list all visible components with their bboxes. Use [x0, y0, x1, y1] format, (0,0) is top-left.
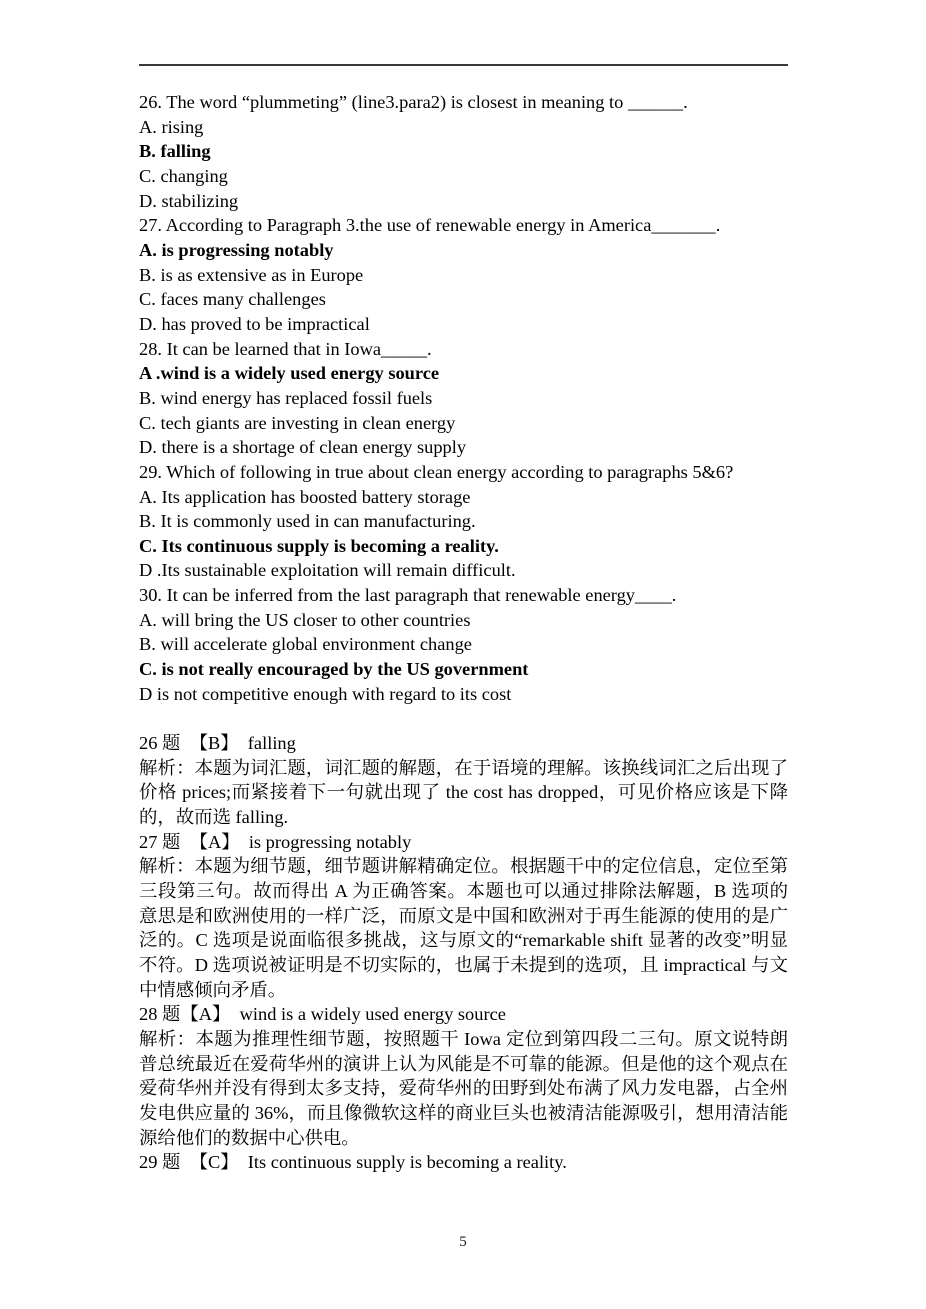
explanation-line: 三段第三句。故而得出 A 为正确答案。本题也可以通过排除法解题，B 选项的: [139, 880, 788, 901]
option-line: D. stabilizing: [139, 190, 239, 211]
answer-key-line: 29 题 【C】 Its continuous supply is becoming a reality.: [139, 1152, 567, 1173]
answer-key-line: 28 题【A】 wind is a widely used energy source: [139, 1004, 506, 1025]
question-stem: 30. It can be inferred from the last paragraph that renewable energy____.: [139, 585, 677, 606]
explanation-line: 发电供应量的 36%，而且像微软这样的商业巨头也被清洁能源吸引，想用清洁能: [139, 1102, 788, 1123]
explanation-line: 解析：本题为推理性细节题，按照题干 Iowa 定位到第四段二三句。原文说特朗: [139, 1028, 788, 1049]
explanation-line: 源给他们的数据中心供电。: [139, 1127, 360, 1148]
answer-key-line: 27 题 【A】 is progressing notably: [139, 831, 412, 852]
explanation-line: 解析：本题为细节题，细节题讲解精确定位。根据题干中的定位信息，定位至第: [139, 856, 788, 877]
question-stem: 29. Which of following in true about clean energy according to paragraphs 5&6?: [139, 461, 734, 482]
answers-section: [139, 731, 788, 1175]
questions-section: [139, 90, 788, 706]
option-line: A. will bring the US closer to other countries: [139, 609, 471, 630]
option-line: B. falling: [139, 141, 211, 162]
explanation-line: 爱荷华州并没有得到太多支持，爱荷华州的田野到处布满了风力发电器，占全州: [139, 1078, 788, 1099]
option-line: B. will accelerate global environment change: [139, 634, 472, 655]
option-line: C. is not really encouraged by the US government: [139, 659, 529, 680]
section-gap: [139, 706, 788, 731]
explanation-line: 泛的。C 选项是说面临很多挑战，这与原文的“remarkable shift 显著的改变”明显: [139, 930, 788, 951]
option-line: D. there is a shortage of clean energy supply: [139, 437, 467, 458]
page-number: 5: [459, 1234, 467, 1250]
explanation-line: 普总统最近在爱荷华州的演讲上认为风能是不可靠的能源。但是他的这个观点在: [139, 1053, 788, 1074]
option-line: D is not competitive enough with regard to its cost: [139, 683, 512, 704]
answer-key-line: 26 题 【B】 falling: [139, 733, 296, 754]
explanation-line: 解析：本题为词汇题，词汇题的解题，在于语境的理解。该换线词汇之后出现了: [139, 757, 788, 778]
option-line: D .Its sustainable exploitation will remain difficult.: [139, 560, 516, 581]
option-line: A .wind is a widely used energy source: [139, 363, 440, 384]
option-line: A. is progressing notably: [139, 239, 334, 260]
page-content: [139, 90, 788, 1175]
explanation-line: 中情感倾向矛盾。: [139, 979, 287, 1000]
explanation-line: 的，故而选 falling.: [139, 807, 289, 828]
option-line: A. Its application has boosted battery storage: [139, 486, 471, 507]
option-line: D. has proved to be impractical: [139, 313, 370, 334]
explanation-line: 不符。D 选项说被证明是不切实际的，也属于未提到的选项，且 impractical 与文: [139, 954, 788, 975]
option-line: A. rising: [139, 116, 204, 137]
option-line: C. changing: [139, 165, 228, 186]
option-line: B. wind energy has replaced fossil fuels: [139, 387, 433, 408]
header-rule: [139, 64, 788, 66]
option-line: C. Its continuous supply is becoming a reality.: [139, 535, 499, 556]
explanation-line: 价格 prices;而紧接着下一句就出现了 the cost has dropped，可见价格应该是下降: [139, 782, 788, 803]
question-stem: 26. The word “plummeting” (line3.para2) is closest in meaning to ______.: [139, 92, 688, 112]
explanation-line: 意思是和欧洲使用的一样广泛，而原文是中国和欧洲对于再生能源的使用的是广: [139, 905, 788, 926]
question-stem: 27. According to Paragraph 3.the use of renewable energy in America_______.: [139, 215, 721, 236]
option-line: B. It is commonly used in can manufacturing.: [139, 511, 476, 532]
option-line: C. faces many challenges: [139, 289, 326, 310]
option-line: B. is as extensive as in Europe: [139, 264, 364, 285]
option-line: C. tech giants are investing in clean energy: [139, 412, 456, 433]
question-stem: 28. It can be learned that in Iowa_____.: [139, 338, 432, 359]
